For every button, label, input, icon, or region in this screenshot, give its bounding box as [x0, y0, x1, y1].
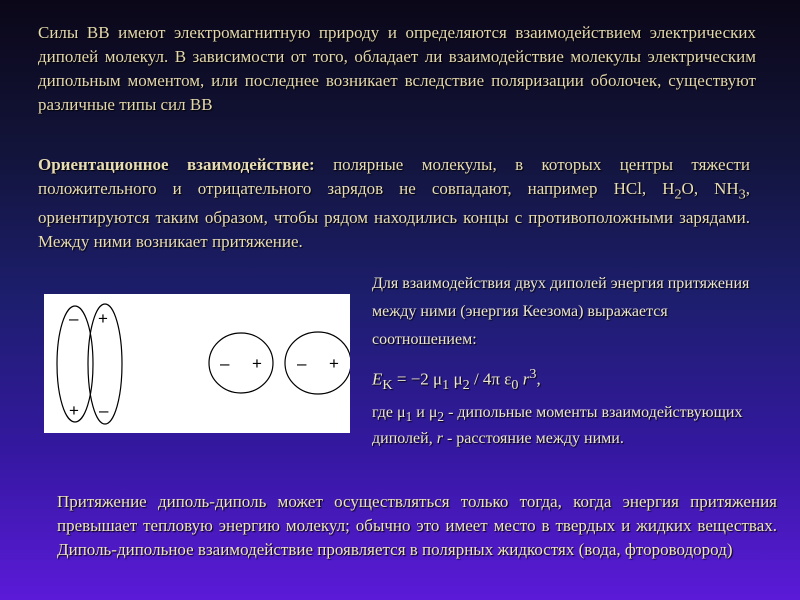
dipole-circle-left [209, 333, 273, 393]
minus-sign: – [220, 354, 230, 373]
plus-sign: + [69, 401, 79, 420]
distance-symbol: r [518, 369, 530, 389]
formula-part: μ [449, 369, 463, 389]
minus-sign: – [99, 401, 109, 420]
orientation-text-3: , ориентируются таким образом, чтобы рядом находились концы с противоположными зарядами. Между ними возникает притяжение. [38, 179, 750, 252]
plus-sign: + [252, 354, 262, 373]
plus-sign: + [98, 309, 108, 328]
keesom-explanation [372, 402, 772, 450]
explanation-sub: 2 [437, 409, 445, 425]
formula-sub: 0 [511, 377, 519, 394]
dipole-diagram [44, 294, 350, 433]
minus-sign: – [69, 309, 79, 328]
conclusion-paragraph: Притяжение диполь-диполь может осуществляться только тогда, когда энергия притяжения превышает тепловую энергию молекул; обычно это имеет место в твердых и жидких веществах. Диполь-дипольное взаимодействие проявляется в полярных жидкостях (вода, фтороводород) [57, 492, 777, 559]
explanation-part: и μ [412, 404, 438, 421]
keesom-formula [372, 363, 541, 396]
energy-symbol: E [372, 369, 383, 389]
keesom-intro: Для взаимодействия двух диполей энергия притяжения между ними (энергия Кеезома) выражается соотношением: [372, 275, 750, 348]
dipole-circle-right [285, 332, 350, 394]
formula-part: / 4π ε [469, 369, 512, 389]
minus-sign: – [297, 354, 307, 373]
dipole-diagram-svg [44, 294, 350, 433]
orientation-paragraph [38, 153, 750, 254]
orientation-heading: Ориентационное взаимодействие: [38, 155, 315, 174]
formula-sub: 2 [462, 377, 470, 394]
orientation-sub-2: 2 [674, 186, 682, 203]
energy-subscript: K [382, 377, 393, 394]
formula-sup: 3 [529, 366, 537, 382]
explanation-part: - дипольные моменты взаимодействующих диполей, [372, 404, 743, 448]
distance-symbol: r [436, 430, 443, 448]
formula-sub: 1 [442, 377, 450, 394]
orientation-text-2: O, NH [681, 179, 739, 198]
orientation-text-1: полярные молекулы, в которых центры тяжести положительного и отрицательного зарядов не совпадают, например HCl, H [38, 155, 750, 198]
intro-paragraph: Силы ВВ имеют электромагнитную природу и определяются взаимодействием электрических диполей молекул. В зависимости от того, обладает ли взаимодействие молекулы электрическим дипольным моментом, или последнее возникает вследствие поляризации оболочек, существуют различные типы сил ВВ [38, 23, 756, 114]
explanation-part: - расстояние между ними. [442, 430, 624, 448]
explanation-sub: 1 [405, 409, 413, 425]
formula-part: , [536, 369, 541, 389]
orientation-sub-3: 3 [738, 186, 746, 203]
formula-part: = −2 μ [392, 369, 443, 389]
plus-sign: + [329, 354, 339, 373]
explanation-part: где μ [372, 404, 406, 421]
